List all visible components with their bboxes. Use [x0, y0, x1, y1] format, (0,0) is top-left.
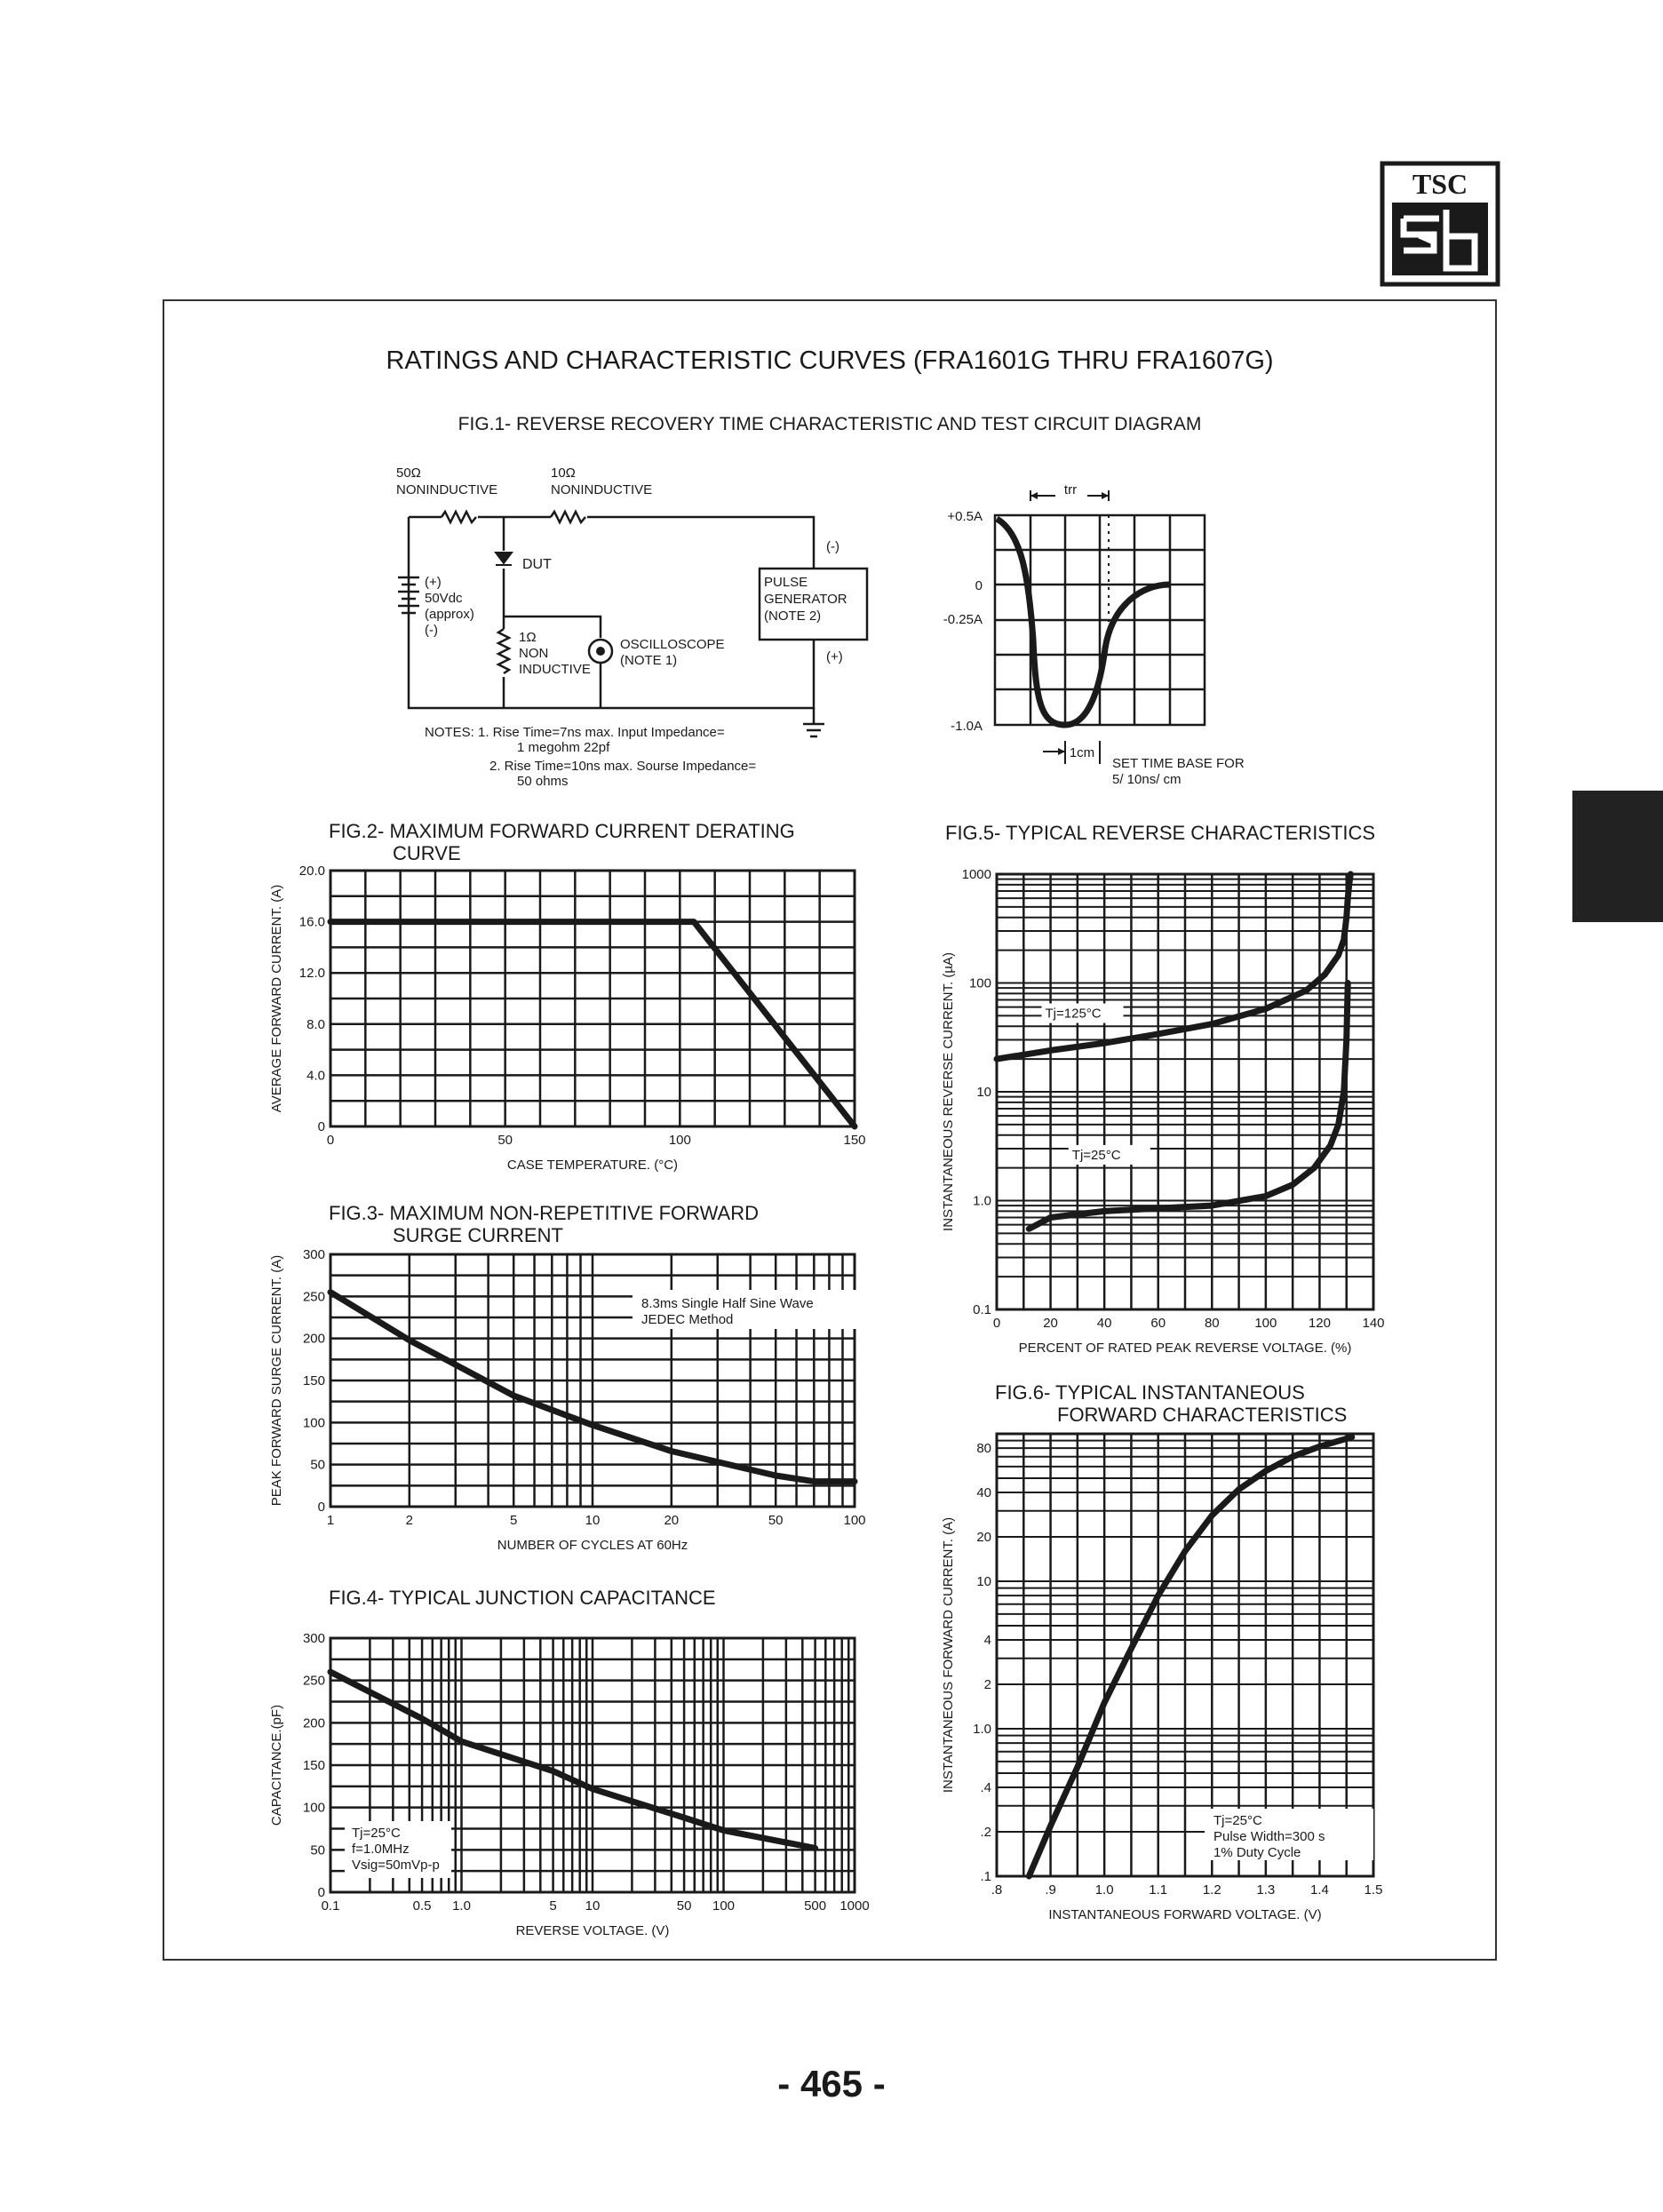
x-tick-label: 1.3: [1256, 1882, 1276, 1898]
x-tick-label: .8: [991, 1882, 1003, 1898]
page-number: - 465 -: [777, 2063, 886, 2105]
x-axis-label: REVERSE VOLTAGE. (V): [515, 1923, 670, 1938]
test-circuit-diagram: [398, 512, 867, 736]
fig5-title-line-1: FIG.5- TYPICAL REVERSE CHARACTERISTICS: [945, 822, 1376, 844]
generator-minus: (-): [826, 539, 839, 554]
chart-annotation: Vsig=50mVp-p: [352, 1858, 440, 1873]
timebase-line1: SET TIME BASE FOR: [1112, 756, 1245, 771]
y-tick-label: 1.0: [973, 1193, 991, 1209]
y-tick-label: 40: [976, 1485, 991, 1501]
r3-line2: NON: [519, 646, 549, 661]
scope-y-label-plus: +0.5A: [947, 509, 983, 524]
y-tick-label: 2: [983, 1677, 991, 1693]
fig1-reverse-recovery: [396, 414, 1245, 789]
x-tick-label: 5: [549, 1898, 557, 1914]
chart-annotation: 8.3ms Single Half Sine Wave: [641, 1296, 814, 1311]
generator-line3: (NOTE 2): [764, 609, 822, 624]
logo-text: TSC: [1412, 168, 1468, 200]
fig1-title: FIG.1- REVERSE RECOVERY TIME CHARACTERISTIC AND TEST CIRCUIT DIAGRAM: [458, 414, 1202, 434]
generator-line2: GENERATOR: [764, 592, 847, 607]
series-label: Tj=125°C: [1045, 1006, 1102, 1022]
x-tick-label: 60: [1150, 1316, 1166, 1331]
x-tick-label: 80: [1204, 1316, 1220, 1331]
y-tick-label: 100: [968, 975, 991, 991]
recovery-waveform-grid: [995, 515, 1205, 725]
x-axis-label: NUMBER OF CYCLES AT 60Hz: [497, 1538, 688, 1553]
series-label: Tj=25°C: [1071, 1147, 1121, 1163]
tsc-logo: [1382, 163, 1498, 284]
x-tick-label: 0.5: [412, 1898, 432, 1914]
y-tick-label: 300: [302, 1631, 325, 1646]
y-tick-label: .1: [980, 1869, 991, 1884]
x-tick-label: 100: [843, 1513, 866, 1528]
y-tick-label: 50: [310, 1842, 325, 1858]
y-tick-label: 250: [302, 1673, 325, 1689]
x-tick-label: 150: [843, 1133, 866, 1148]
fig6-title-line-1: FIG.6- TYPICAL INSTANTANEOUS: [995, 1381, 1305, 1404]
fig4-title-line-1: FIG.4- TYPICAL JUNCTION CAPACITANCE: [329, 1587, 716, 1609]
fig3-title-line-1: FIG.3- MAXIMUM NON-REPETITIVE FORWARD: [329, 1202, 760, 1224]
diode-icon: [496, 553, 512, 565]
oscilloscope-note: (NOTE 1): [620, 653, 678, 668]
note-line-1: NOTES: 1. Rise Time=7ns max. Input Impedance=: [425, 725, 725, 740]
supply-voltage: 50Vdc: [425, 591, 463, 606]
resistor-1-ohm: [498, 629, 509, 673]
generator-plus: (+): [826, 649, 843, 664]
resistor-10-ohm: [551, 512, 585, 522]
y-tick-label: 4.0: [306, 1068, 325, 1084]
x-tick-label: 2: [405, 1513, 413, 1528]
generator-line1: PULSE: [764, 575, 808, 590]
y-axis-label: PEAK FORWARD SURGE CURRENT. (A): [269, 1254, 284, 1507]
note-line-2: 1 megohm 22pf: [517, 740, 610, 755]
chart-annotation: 1% Duty Cycle: [1213, 1845, 1301, 1860]
fig3-surge-chart: [269, 1202, 866, 1553]
page-title: RATINGS AND CHARACTERISTIC CURVES (FRA1601G THRU FRA1607G): [386, 346, 1274, 375]
x-tick-label: 500: [804, 1898, 827, 1914]
y-tick-label: 20.0: [298, 863, 325, 879]
x-tick-label: 10: [585, 1513, 601, 1528]
y-tick-label: 150: [302, 1373, 325, 1388]
resistor-50-ohm: [442, 512, 476, 522]
y-tick-label: 4: [983, 1633, 991, 1649]
fig2-title-line-2: CURVE: [393, 842, 461, 864]
x-tick-label: 120: [1308, 1316, 1331, 1331]
fig6-forward-chart: [941, 1381, 1382, 1922]
y-tick-label: 50: [310, 1457, 325, 1473]
fig6-title-line-2: FORWARD CHARACTERISTICS: [1057, 1404, 1348, 1426]
supply-plus: (+): [425, 575, 442, 590]
x-tick-label: 1.0: [452, 1898, 471, 1914]
r2-type: NONINDUCTIVE: [551, 482, 653, 497]
x-tick-label: 1.5: [1364, 1882, 1383, 1898]
y-tick-label: 100: [302, 1415, 325, 1431]
x-tick-label: 140: [1362, 1316, 1385, 1331]
x-tick-label: 1.1: [1149, 1882, 1168, 1898]
x-tick-label: 0: [326, 1133, 335, 1148]
y-tick-label: .2: [980, 1825, 991, 1841]
y-axis-label: INSTANTANEOUS REVERSE CURRENT. (µA): [941, 952, 956, 1231]
y-tick-label: 100: [302, 1800, 325, 1816]
ground-icon: [803, 708, 824, 736]
x-tick-label: .9: [1045, 1882, 1056, 1898]
y-tick-label: 0: [317, 1500, 325, 1515]
r3-line3: INDUCTIVE: [519, 662, 591, 677]
oscilloscope-label: OSCILLOSCOPE: [620, 637, 725, 652]
y-tick-label: 10: [976, 1085, 991, 1100]
chart-annotation: JEDEC Method: [641, 1312, 734, 1327]
y-tick-label: 20: [976, 1530, 991, 1546]
fig4-capacitance-chart: [269, 1587, 870, 1938]
r1-type: NONINDUCTIVE: [396, 482, 498, 497]
supply-approx: (approx): [425, 607, 474, 622]
fig3-title-line-2: SURGE CURRENT: [393, 1224, 563, 1246]
x-tick-label: 5: [510, 1513, 518, 1528]
chart-annotation: Tj=25°C: [352, 1826, 401, 1841]
x-tick-label: 20: [664, 1513, 680, 1528]
y-axis-label: INSTANTANEOUS FORWARD CURRENT. (A): [941, 1516, 956, 1794]
x-tick-label: 1.0: [1094, 1882, 1114, 1898]
x-tick-label: 0: [992, 1316, 1001, 1331]
x-tick-label: 10: [585, 1898, 601, 1914]
y-tick-label: 150: [302, 1758, 325, 1773]
x-tick-label: 40: [1096, 1316, 1112, 1331]
supply-minus: (-): [425, 623, 438, 638]
y-tick-label: 200: [302, 1715, 325, 1731]
y-tick-label: 0: [317, 1885, 325, 1900]
y-tick-label: 0.1: [973, 1302, 991, 1317]
dut-label: DUT: [522, 557, 552, 572]
x-tick-label: 1000: [839, 1898, 870, 1914]
x-axis-label: CASE TEMPERATURE. (°C): [506, 1158, 679, 1173]
x-tick-label: 50: [497, 1133, 513, 1148]
fig5-reverse-chart: [941, 822, 1385, 1356]
x-tick-label: 1: [326, 1513, 335, 1528]
chart-annotation: Tj=25°C: [1213, 1813, 1262, 1828]
x-tick-label: 0.1: [321, 1898, 340, 1914]
x-tick-label: 50: [768, 1513, 784, 1528]
chart-annotation: f=1.0MHz: [352, 1842, 410, 1857]
note-line-3: 2. Rise Time=10ns max. Sourse Impedance=: [489, 759, 757, 774]
y-tick-label: 300: [302, 1247, 325, 1262]
section-tab: [1572, 791, 1663, 922]
y-tick-label: 80: [976, 1441, 991, 1457]
trr-label: trr: [1063, 482, 1078, 497]
timebase-line2: 5/ 10ns/ cm: [1112, 772, 1182, 787]
note-line-4: 50 ohms: [517, 774, 569, 789]
x-tick-label: 1.4: [1309, 1882, 1329, 1898]
y-axis-label: CAPACITANCE.(pF): [269, 1704, 284, 1826]
r2-value: 10Ω: [551, 465, 576, 481]
y-tick-label: 200: [302, 1331, 325, 1347]
x-tick-label: 100: [1254, 1316, 1277, 1331]
y-tick-label: 1000: [961, 867, 991, 882]
x-tick-label: 50: [676, 1898, 692, 1914]
y-tick-label: 12.0: [298, 966, 325, 982]
fig2-derating-chart: [269, 820, 866, 1173]
scope-y-label-quarter: -0.25A: [943, 612, 983, 627]
r3-value: 1Ω: [519, 630, 537, 645]
y-axis-label: AVERAGE FORWARD CURRENT. (A): [269, 884, 284, 1113]
cm-label: 1cm: [1069, 745, 1095, 760]
x-axis-label: PERCENT OF RATED PEAK REVERSE VOLTAGE. (%): [1018, 1341, 1352, 1356]
x-tick-label: 100: [668, 1133, 691, 1148]
y-tick-label: 16.0: [298, 914, 325, 930]
x-tick-label: 20: [1043, 1316, 1058, 1331]
y-tick-label: 10: [976, 1574, 991, 1589]
y-tick-label: 8.0: [306, 1016, 325, 1032]
y-tick-label: .4: [980, 1780, 991, 1796]
x-tick-label: 100: [712, 1898, 736, 1914]
x-tick-label: 1.2: [1202, 1882, 1221, 1898]
y-tick-label: 1.0: [973, 1722, 991, 1737]
y-tick-label: 0: [317, 1119, 325, 1134]
chart-annotation: Pulse Width=300 s: [1213, 1829, 1325, 1844]
fig2-title-line-1: FIG.2- MAXIMUM FORWARD CURRENT DERATING: [329, 820, 795, 842]
r1-value: 50Ω: [396, 465, 421, 481]
y-tick-label: 250: [302, 1289, 325, 1305]
scope-y-label-zero: 0: [975, 578, 983, 593]
x-axis-label: INSTANTANEOUS FORWARD VOLTAGE. (V): [1048, 1907, 1322, 1922]
scope-y-label-minus-one: -1.0A: [951, 719, 983, 734]
